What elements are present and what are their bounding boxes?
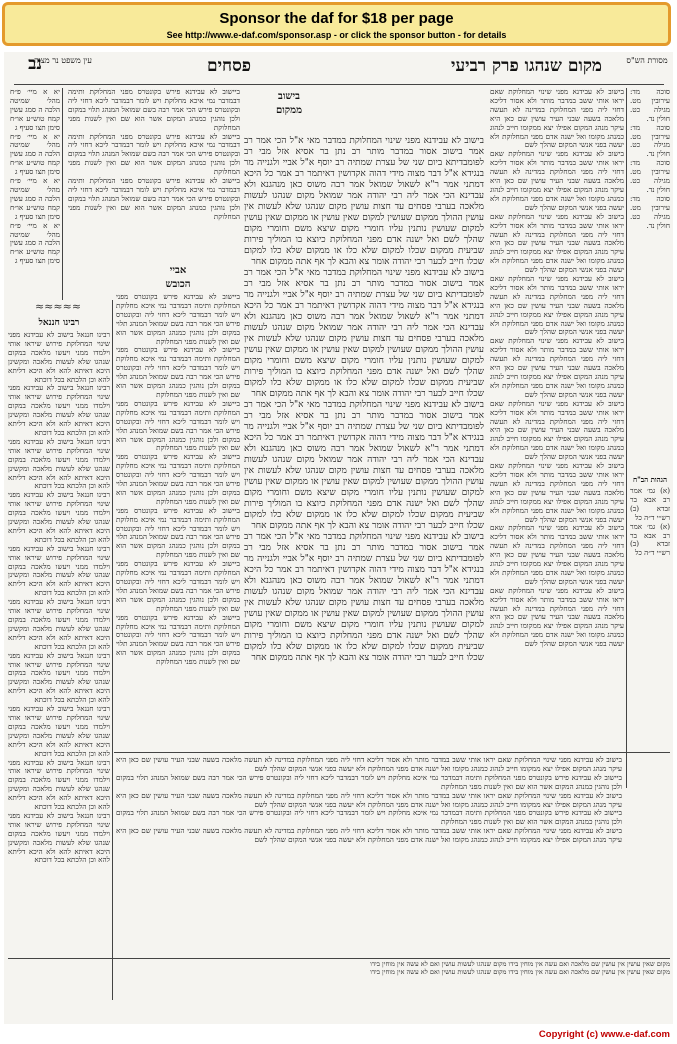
masoret-text-3: סוכה מד: עירובין מט. מגילה כט. חולין נד. (630, 158, 670, 194)
masoret-text-2: סוכה מד: עירובין מט. מגילה כט. חולין נד. (630, 122, 670, 159)
masoret-hashas-column (630, 88, 670, 468)
rashi-text-4: בישוב לא עבידנא מפני שינוי המחלוקת שאם יראו אותי ששב במדבר מותר ולא אסור דליכא דחזי ליה מפני המחלוקת במדינה לא תעשה מלאכה בשעה שבני העיר עושין שם כאן היא עיקר מנהג המקום אפילו יצא ממקומו חייב לנהוג כמנהג מקומו ואל ישנה אדם מפני המחלוקת ולא יעשה בפני אנשי המקום שהלך לשם (490, 274, 624, 337)
footer-text-1: מקום שאין עושין אין עושין שם מלאכה ואם עשה אין מוחין בידו מקום שנהגו לעשות עושין ואם לא עשה אין מוחין בידו (370, 960, 670, 968)
rashi-column (490, 88, 624, 788)
sponsor-banner[interactable] (2, 2, 671, 46)
section-rule (114, 752, 670, 753)
tosafot-column (116, 262, 240, 782)
footer-text-2: מקום שאין עושין אין עושין שם מלאכה ואם עשה אין מוחין בידו מקום שנהגו לעשות עושין ואם לא עשה אין מוחין בידו (370, 968, 670, 976)
hagahot-text-1: (א) גמ׳ אמר רב אבא בר זבדא (ב) רש״י ד״ה כל (630, 486, 670, 522)
chananel-text-1: רבינו חננאל בישוב לא עבידנא מפני שינוי המחלוקת פירוש שיראו אותי וילמדו ממני ויעשו מלאכה במקום שנהגו שלא לעשות מלאכה ומקשינן היכא דאיתא להא ולא היכא דליתא להא וכן הלכתא בכל דוכתא (8, 330, 110, 384)
chananel-text-6: רבינו חננאל בישוב לא עבידנא מפני שינוי המחלוקת פירוש שיראו אותי וילמדו ממני ויעשו מלאכה במקום שנהגו שלא לעשות מלאכה ומקשינן היכא דאיתא להא ולא היכא דליתא להא וכן הלכתא בכל דוכתא (8, 597, 110, 651)
lower-commentary (116, 756, 622, 956)
chananel-text-4: רבינו חננאל בישוב לא עבידנא מפני שינוי המחלוקת פירוש שיראו אותי וילמדו ממני ויעשו מלאכה במקום שנהגו שלא לעשות מלאכה ומקשינן היכא דאיתא להא ולא היכא דליתא להא וכן הלכתא בכל דוכתא (8, 490, 110, 544)
ein-mishpat-column (10, 88, 60, 328)
abaye-word: אביי (169, 265, 187, 276)
lower-text-2: ביישוב לא עבידנא פירש בקונטרס מפני המחלוקת ותימה דבמדבר נמי איכא מחלוקת ויש לומר דבמדבר ליכא דחזי ליה ובקונטרס פירש הכי אמר רבה בשם שמואל המנהג תלוי במקום ולכן נוהגין כמנהג המקום אשר הוא שם ואין לשנות מפני המחלוקת (116, 772, 622, 791)
rashi-text-9: בישוב לא עבידנא מפני שינוי המחלוקת שאם יראו אותי ששב במדבר מותר ולא אסור דליכא דחזי ליה מפני המחלוקת במדינה לא תעשה מלאכה בשעה שבני העיר עושין שם כאן היא עיקר מנהג המקום אפילו יצא ממקומו חייב לנהוג כמנהג מקומו ואל ישנה אדם מפני המחלוקת ולא יעשה בפני אנשי המקום שהלך לשם (490, 585, 624, 649)
rashi-text-7: בישוב לא עבידנא מפני שינוי המחלוקת שאם יראו אותי ששב במדבר מותר ולא אסור דליכא דחזי ליה מפני המחלוקת במדינה לא תעשה מלאכה בשעה שבני העיר עושין שם כאן היא עיקר מנהג המקום אפילו יצא ממקומו חייב לנהוג כמנהג מקומו ואל ישנה אדם מפני המחלוקת ולא יעשה בפני אנשי המקום שהלך לשם (490, 461, 624, 524)
tosafot-text-2: ביישוב לא עבידנא פירש בקונטרס מפני המחלוקת ותימה דבמדבר נמי איכא מחלוקת ויש לומר דבמדבר ליכא דחזי ליה ובקונטרס פירש הכי אמר רבה בשם שמואל המנהג תלוי במקום ולכן נוהגין כמנהג המקום אשר הוא שם ואין לשנות מפני המחלוקת (68, 131, 240, 177)
rabbenu-chananel-heading: רבינו חננאל (38, 318, 80, 328)
footer-rule (8, 958, 670, 959)
chananel-text-3: רבינו חננאל בישוב לא עבידנא מפני שינוי המחלוקת פירוש שיראו אותי וילמדו ממני ויעשו מלאכה במקום שנהגו שלא לעשות מלאכה ומקשינן היכא דאיתא להא ולא היכא דליתא להא וכן הלכתא בכל דוכתא (8, 436, 110, 491)
rashi-text-6: בישוב לא עבידנא מפני שינוי המחלוקת שאם יראו אותי ששב במדבר מותר ולא אסור דליכא דחזי ליה מפני המחלוקת במדינה לא תעשה מלאכה בשעה שבני העיר עושין שם כאן היא עיקר מנהג המקום אפילו יצא ממקומו חייב לנהוג כמנהג מקומו ואל ישנה אדם מפני המחלוקת ולא יעשה בפני אנשי המקום שהלך לשם (490, 398, 624, 462)
tosafot-text-5: ביישוב לא עבידנא פירש בקונטרס מפני המחלוקת ותימה דבמדבר נמי איכא מחלוקת ויש לומר דבמדבר ליכא דחזי ליה ובקונטרס פירש הכי אמר רבה בשם שמואל המנהג תלוי במקום ולכן נוהגין כמנהג המקום אשר הוא שם ואין לשנות מפני המחלוקת (116, 345, 240, 399)
rashi-text-5: בישוב לא עבידנא מפני שינוי המחלוקת שאם יראו אותי ששב במדבר מותר ולא אסור דליכא דחזי ליה מפני המחלוקת במדינה לא תעשה מלאכה בשעה שבני העיר עושין שם כאן היא עיקר מנהג המקום אפילו יצא ממקומו חייב לנהוג כמנהג מקומו ואל ישנה אדם מפני המחלוקת ולא יעשה בפני אנשי המקום שהלך לשם (490, 336, 624, 399)
lower-text-5: בישוב לא עבידנא מפני שינוי המחלוקת שאם יראו אותי ששב במדבר מותר ולא אסור דליכא דחזי ליה מפני המחלוקת במדינה לא תעשה מלאכה בשעה שבני העיר עושין שם כאן היא עיקר מנהג המקום אפילו יצא ממקומו חייב לנהוג כמנהג מקומו ואל ישנה אדם מפני המחלוקת ולא יעשה בפני אנשי המקום שהלך לשם (116, 826, 622, 845)
lower-text-3: בישוב לא עבידנא מפני שינוי המחלוקת שאם יראו אותי ששב במדבר מותר ולא אסור דליכא דחזי ליה מפני המחלוקת במדינה לא תעשה מלאכה בשעה שבני העיר עושין שם כאן היא עיקר מנהג המקום אפילו יצא ממקומו חייב לנהוג כמנהג מקומו ואל ישנה אדם מפני המחלוקת ולא יעשה בפני אנשי המקום שהלך לשם (116, 790, 622, 809)
ein-mishpat-text-more-2: יא א מיי׳ פ״ח מהל׳ שמיטה הלכה ה סמג עשין קמח טוש״ע או״ח סימן תצו סעיף ג (10, 176, 60, 221)
rabbenu-chananel-column (8, 314, 110, 1014)
copyright-link[interactable]: Copyright (c) www.e-daf.com (538, 1029, 670, 1040)
ein-mishpat-header: עין משפט נר מצוה (34, 56, 92, 65)
mishnah-word-mimakom: ממקום (275, 105, 302, 116)
rashi-text-1: בישוב לא עבידנא מפני שינוי המחלוקת שאם יראו אותי ששב במדבר מותר ולא אסור דליכא דחזי ליה מפני המחלוקת במדינה לא תעשה מלאכה בשעה שבני העיר עושין שם כאן היא עיקר מנהג המקום אפילו יצא ממקומו חייב לנהוג כמנהג מקומו ואל ישנה אדם מפני המחלוקת ולא יעשה בפני אנשי המקום שהלך לשם (490, 88, 624, 150)
mishnah-header-words (244, 88, 334, 134)
rashi-text-3: בישוב לא עבידנא מפני שינוי המחלוקת שאם יראו אותי ששב במדבר מותר ולא אסור דליכא דחזי ליה מפני המחלוקת במדינה לא תעשה מלאכה בשעה שבני העיר עושין שם כאן היא עיקר מנהג המקום אפילו יצא ממקומו חייב לנהוג כמנהג מקומו ואל ישנה אדם מפני המחלוקת ולא יעשה בפני אנשי המקום שהלך לשם (490, 211, 624, 275)
tosafot-text-1: ביישוב לא עבידנא פירש בקונטרס מפני המחלוקת ותימה דבמדבר נמי איכא מחלוקת ויש לומר דבמדבר ליכא דחזי ליה ובקונטרס פירש הכי אמר רבה בשם שמואל המנהג תלוי במקום ולכן נוהגין כמנהג המקום אשר הוא שם ואין לשנות מפני המחלוקת (68, 88, 240, 132)
tosafot-text-9: ביישוב לא עבידנא פירש בקונטרס מפני המחלוקת ותימה דבמדבר נמי איכא מחלוקת ויש לומר דבמדבר ליכא דחזי ליה ובקונטרס פירש הכי אמר רבה בשם שמואל המנהג תלוי במקום ולכן נוהגין כמנהג המקום אשר הוא שם ואין לשנות מפני המחלוקת (116, 559, 240, 613)
chananel-text-2: רבינו חננאל בישוב לא עבידנא מפני שינוי המחלוקת פירוש שיראו אותי וילמדו ממני ויעשו מלאכה במקום שנהגו שלא לעשות מלאכה ומקשינן היכא דאיתא להא ולא היכא דליתא להא וכן הלכתא בכל דוכתא (8, 383, 110, 437)
footer-notes (10, 960, 670, 1022)
hagahot-column (630, 472, 670, 732)
column-rule (62, 88, 63, 300)
gemara-column (244, 136, 484, 748)
masoret-text-1: סוכה מד: עירובין מט. מגילה כט. חולין נד. (630, 88, 670, 123)
chananel-text-7: רבינו חננאל בישוב לא עבידנא מפני שינוי המחלוקת פירוש שיראו אותי וילמדו ממני ויעשו מלאכה במקום שנהגו שלא לעשות מלאכה ומקשינן היכא דאיתא להא ולא היכא דליתא להא וכן הלכתא בכל דוכתא (8, 650, 110, 705)
ein-mishpat-text: יא א מיי׳ פ״ח מהל׳ שמיטה הלכה ה סמג עשין קמח טוש״ע או״ח סימן תצו סעיף ג (10, 88, 60, 132)
ein-mishpat-text-more-3: יא א מיי׳ פ״ח מהל׳ שמיטה הלכה ה סמג עשין קמח טוש״ע או״ח סימן תצו סעיף ג (10, 220, 60, 266)
gemara-text-4: בישוב לא עבידנא מפני שינוי המחלוקת במדבר מאי א"ל הכי אמר רב אמר בישוב אסור במדבר מותר רב נתן בר אסיא אזל מבי רב לפומבדיתא ביום שני של עצרת שמתיה רב יוסף א"ל אביי ולגנייה מר בנגידא א"ל דבר מצוה מידי דהוה אקדושין דאיתמר רב אמר כל היכא דמתני אמר ר"א לשאול שמואל אמר רבה משוס כאן מנהגנא ולא עבדינא הכי אמר ליה רבי יהודה אמר שמואל מקום שנהגו לעשות מלאכה בערבי פסחים עד חצות עושין מקום שנהגו שלא לעשות אין עושין ההולך ממקום שעושין למקום שאין עושין או ממקום שאין עושין למקום שעושין נותנין עליו חומרי מקום שיצא משם וחומרי מקום שהלך לשם ואל ישנה אדם מפני המחלוקת כיוצא בו המוליך פירות שביעית ממקום שכלו למקום שלא כלו או ממקום שלא כלו למקום שכלו חייב לבער רבי יהודה אומר צא והבא לך אף אתה ממקום אחר (244, 532, 484, 663)
column-rule (626, 88, 627, 788)
tractate-name: פסחים (206, 56, 252, 76)
tosafot-text-7: ביישוב לא עבידנא פירש בקונטרס מפני המחלוקת ותימה דבמדבר נמי איכא מחלוקת ויש לומר דבמדבר ליכא דחזי ליה ובקונטרס פירש הכי אמר רבה בשם שמואל המנהג תלוי במקום ולכן נוהגין כמנהג המקום אשר הוא שם ואין לשנות מפני המחלוקת (116, 452, 240, 506)
rashi-text-2: בישוב לא עבידנא מפני שינוי המחלוקת שאם יראו אותי ששב במדבר מותר ולא אסור דליכא דחזי ליה מפני המחלוקת במדינה לא תעשה מלאכה בשעה שבני העיר עושין שם כאן היא עיקר מנהג המקום אפילו יצא ממקומו חייב לנהוג כמנהג מקומו ואל ישנה אדם מפני המחלוקת ולא יעשה בפני אנשי המקום שהלך לשם (490, 149, 624, 212)
chananel-text-9: רבינו חננאל בישוב לא עבידנא מפני שינוי המחלוקת פירוש שיראו אותי וילמדו ממני ויעשו מלאכה במקום שנהגו שלא לעשות מלאכה ומקשינן היכא דאיתא להא ולא היכא דליתא להא וכן הלכתא בכל דוכתא (8, 757, 110, 812)
masoret-hashas-header: מסורת הש"ס (626, 56, 668, 65)
tosafot-text-8: ביישוב לא עבידנא פירש בקונטרס מפני המחלוקת ותימה דבמדבר נמי איכא מחלוקת ויש לומר דבמדבר ליכא דחזי ליה ובקונטרס פירש הכי אמר רבה בשם שמואל המנהג תלוי במקום ולכן נוהגין כמנהג המקום אשר הוא שם ואין לשנות מפני המחלוקת (116, 505, 240, 560)
rashi-text-8: בישוב לא עבידנא מפני שינוי המחלוקת שאם יראו אותי ששב במדבר מותר ולא אסור דליכא דחזי ליה מפני המחלוקת במדינה לא תעשה מלאכה בשעה שבני העיר עושין שם כאן היא עיקר מנהג המקום אפילו יצא ממקומו חייב לנהוג כמנהג מקומו ואל ישנה אדם מפני המחלוקת ולא יעשה בפני אנשי המקום שהלך לשם (490, 523, 624, 586)
gemara-text-3: בישוב לא עבידנא מפני שינוי המחלוקת במדבר מאי א"ל הכי אמר רב אמר בישוב אסור במדבר מותר רב נתן בר אסיא אזל מבי רב לפומבדיתא ביום שני של עצרת שמתיה רב יוסף א"ל אביי ולגנייה מר בנגידא א"ל דבר מצוה מידי דהוה אקדושין דאיתמר רב אמר כל היכא דמתני אמר ר"א לשאול שמואל אמר רבה משוס כאן מנהגנא ולא עבדינא הכי אמר ליה רבי יהודה אמר שמואל מקום שנהגו לעשות מלאכה בערבי פסחים עד חצות עושין מקום שנהגו שלא לעשות אין עושין ההולך ממקום שעושין למקום שאין עושין או ממקום שאין עושין למקום שעושין נותנין עליו חומרי מקום שיצא משם וחומרי מקום שהלך לשם ואל ישנה אדם מפני המחלוקת כיוצא בו המוליך פירות שביעית ממקום שכלו למקום שלא כלו או ממקום שלא כלו למקום שכלו חייב לבער רבי יהודה אומר צא והבא לך אף אתה ממקום אחר (244, 400, 484, 531)
tosafot-dibur-hamatchil: הכובש (165, 279, 191, 290)
lower-text-1: בישוב לא עבידנא מפני שינוי המחלוקת שאם יראו אותי ששב במדבר מותר ולא אסור דליכא דחזי ליה מפני המחלוקת במדינה לא תעשה מלאכה בשעה שבני העיר עושין שם כאן היא עיקר מנהג המקום אפילו יצא ממקומו חייב לנהוג כמנהג מקומו ואל ישנה אדם מפני המחלוקת ולא יעשה בפני אנשי המקום שהלך לשם (116, 756, 622, 773)
lower-text-4: ביישוב לא עבידנא פירש בקונטרס מפני המחלוקת ותימה דבמדבר נמי איכא מחלוקת ויש לומר דבמדבר ליכא דחזי ליה ובקונטרס פירש הכי אמר רבה בשם שמואל המנהג תלוי במקום ולכן נוהגין כמנהג המקום אשר הוא שם ואין לשנות מפני המחלוקת (116, 808, 622, 827)
chananel-text-5: רבינו חננאל בישוב לא עבידנא מפני שינוי המחלוקת פירוש שיראו אותי וילמדו ממני ויעשו מלאכה במקום שנהגו שלא לעשות מלאכה ומקשינן היכא דאיתא להא ולא היכא דליתא להא וכן הלכתא בכל דוכתא (8, 543, 110, 598)
banner-subtitle: See http://www.e-daf.com/sponsor.asp - or click the sponsor button - for details (166, 30, 507, 40)
ornament-divider: ≈≈≈≈≈ (34, 300, 82, 313)
tosafot-text-4: ביישוב לא עבידנא פירש בקונטרס מפני המחלוקת ותימה דבמדבר נמי איכא מחלוקת ויש לומר דבמדבר ליכא דחזי ליה ובקונטרס פירש הכי אמר רבה בשם שמואל המנהג תלוי במקום ולכן נוהגין כמנהג המקום אשר הוא שם ואין לשנות מפני המחלוקת (116, 292, 240, 346)
header-rule (14, 84, 664, 85)
page-number: נב (28, 54, 42, 74)
chananel-text-8: רבינו חננאל בישוב לא עבידנא מפני שינוי המחלוקת פירוש שיראו אותי וילמדו ממני ויעשו מלאכה במקום שנהגו שלא לעשות מלאכה ומקשינן היכא דאיתא להא ולא היכא דליתא להא וכן הלכתא בכל דוכתא (8, 704, 110, 758)
column-rule (112, 300, 113, 1000)
ein-mishpat-text-more: יא א מיי׳ פ״ח מהל׳ שמיטה הלכה ה סמג עשין קמח טוש״ע או״ח סימן תצו סעיף ג (10, 131, 60, 177)
gemara-text-1: בישוב לא עבידנא מפני שינוי המחלוקת במדבר מאי א"ל הכי אמר רב אמר בישוב אסור במדבר מותר רב נתן בר אסיא אזל מבי רב לפומבדיתא ביום שני של עצרת שמתיה רב יוסף א"ל אביי ולגנייה מר בנגידא א"ל דבר מצוה מידי דהוה אקדושין דאיתמר רב אמר כל היכא דמתני אמר ר"א לשאול שמואל אמר רבה משוס כאן מנהגנא ולא עבדינא הכי אמר ליה רבי יהודה אמר שמואל מקום שנהגו לעשות מלאכה בערבי פסחים עד חצות עושין מקום שנהגו שלא לעשות אין עושין ההולך ממקום שעושין למקום שאין עושין או ממקום שאין עושין למקום שעושין נותנין עליו חומרי מקום שיצא משם וחומרי מקום שהלך לשם ואל ישנה אדם מפני המחלוקת כיוצא בו המוליך פירות שביעית ממקום שכלו למקום שלא כלו או ממקום שלא כלו למקום שכלו חייב לבער רבי יהודה אומר צא והבא לך אף אתה ממקום אחר (244, 136, 484, 267)
chapter-header: מקום שנהגו פרק רביעי (451, 56, 602, 76)
tosafot-text-6: ביישוב לא עבידנא פירש בקונטרס מפני המחלוקת ותימה דבמדבר נמי איכא מחלוקת ויש לומר דבמדבר ליכא דחזי ליה ובקונטרס פירש הכי אמר רבה בשם שמואל המנהג תלוי במקום ולכן נוהגין כמנהג המקום אשר הוא שם ואין לשנות מפני המחלוקת (116, 398, 240, 453)
chananel-text-10: רבינו חננאל בישוב לא עבידנא מפני שינוי המחלוקת פירוש שיראו אותי וילמדו ממני ויעשו מלאכה במקום שנהגו שלא לעשות מלאכה ומקשינן היכא דאיתא להא ולא היכא דליתא להא וכן הלכתא בכל דוכתא (8, 810, 110, 865)
tosafot-text-10: ביישוב לא עבידנא פירש בקונטרס מפני המחלוקת ותימה דבמדבר נמי איכא מחלוקת ויש לומר דבמדבר ליכא דחזי ליה ובקונטרס פירש הכי אמר רבה בשם שמואל המנהג תלוי במקום ולכן נוהגין כמנהג המקום אשר הוא שם ואין לשנות מפני המחלוקת (116, 612, 240, 667)
banner-title: Sponsor the daf for $18 per page (219, 10, 454, 27)
talmud-page (4, 52, 673, 1024)
masoret-text-4: סוכה מד: עירובין מט. מגילה כט. חולין נד. (630, 193, 670, 230)
mishnah-word-bayishuv: בישוב (278, 91, 300, 102)
tosafot-text-3: ביישוב לא עבידנא פירש בקונטרס מפני המחלוקת ותימה דבמדבר נמי איכא מחלוקת ויש לומר דבמדבר ליכא דחזי ליה ובקונטרס פירש הכי אמר רבה בשם שמואל המנהג תלוי במקום ולכן נוהגין כמנהג המקום אשר הוא שם ואין לשנות מפני המחלוקת (68, 176, 240, 221)
hagahot-heading: הגהות הב"ח (632, 475, 668, 484)
gemara-text-2: בישוב לא עבידנא מפני שינוי המחלוקת במדבר מאי א"ל הכי אמר רב אמר בישוב אסור במדבר מותר רב נתן בר אסיא אזל מבי רב לפומבדיתא ביום שני של עצרת שמתיה רב יוסף א"ל אביי ולגנייה מר בנגידא א"ל דבר מצוה מידי דהוה אקדושין דאיתמר רב אמר כל היכא דמתני אמר ר"א לשאול שמואל אמר רבה משוס כאן מנהגנא ולא עבדינא הכי אמר ליה רבי יהודה אמר שמואל מקום שנהגו לעשות מלאכה בערבי פסחים עד חצות עושין מקום שנהגו שלא לעשות אין עושין ההולך ממקום שעושין למקום שאין עושין או ממקום שאין עושין למקום שעושין נותנין עליו חומרי מקום שיצא משם וחומרי מקום שהלך לשם ואל ישנה אדם מפני המחלוקת כיוצא בו המוליך פירות שביעית ממקום שכלו למקום שלא כלו או ממקום שלא כלו למקום שכלו חייב לבער רבי יהודה אומר צא והבא לך אף אתה ממקום אחר (244, 268, 484, 399)
hagahot-text-2: (א) גמ׳ אמר רב אבא בר זבדא (ב) רש״י ד״ה כל (630, 521, 670, 558)
